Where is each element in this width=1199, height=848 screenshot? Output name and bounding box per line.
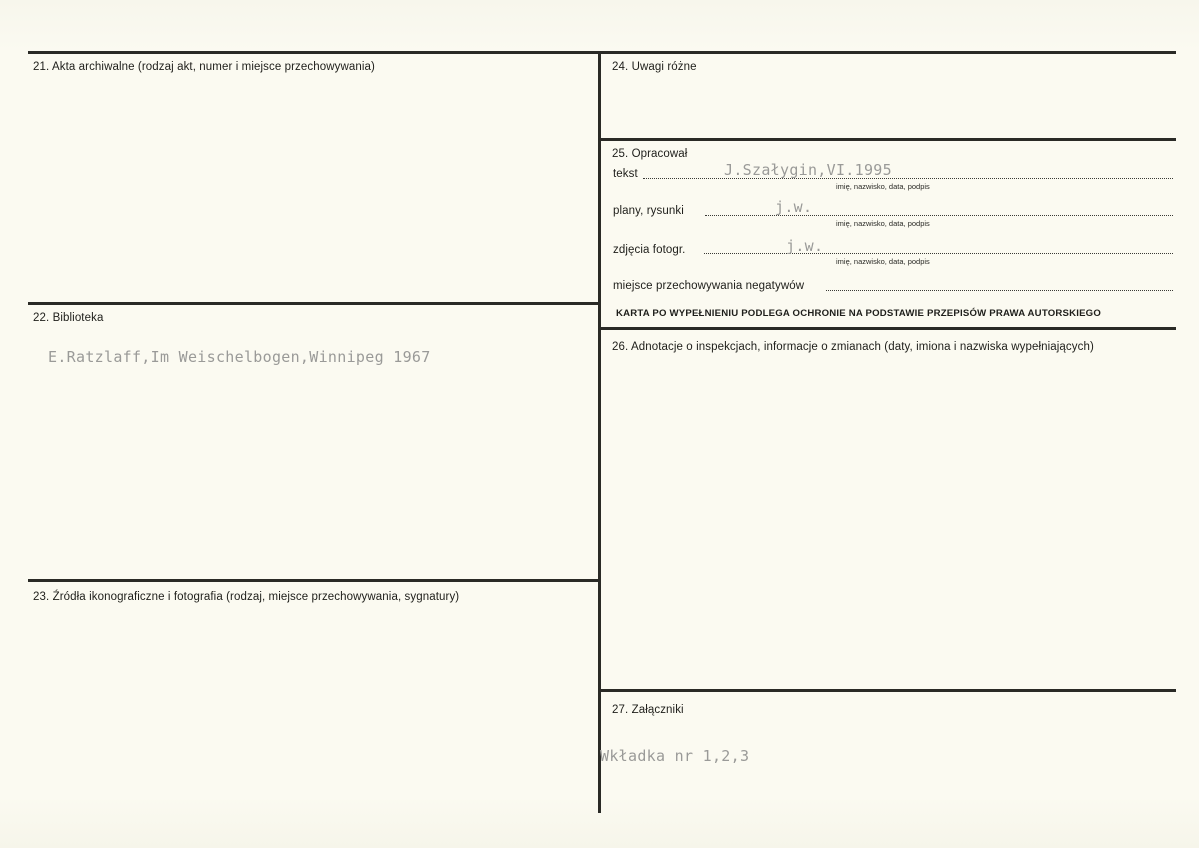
rule-21-22 [28,302,600,305]
prepared-text-label: tekst [613,168,638,180]
section-23-label: 23. Źródła ikonograficzne i fotografia (rodzaj, miejsce przechowywania, sygnatury) [33,591,460,603]
prepared-plans-value: j.w. [775,198,813,216]
top-rule [28,51,1176,54]
section-27-typed-entry: Wkładka nr 1,2,3 [600,747,750,765]
center-divider [598,51,601,813]
prepared-text-value: J.Szałygin,VI.1995 [724,161,892,179]
prepared-plans-label: plany, rysunki [613,205,684,217]
prepared-photos-line [704,253,1173,254]
negatives-storage-line [826,290,1173,291]
copyright-notice: KARTA PO WYPEŁNIENIU PODLEGA OCHRONIE NA PODSTAWIE PRZEPISÓW PRAWA AUTORSKIEGO [616,308,1102,319]
prepared-photos-label: zdjęcia fotogr. [613,244,686,256]
section-22-label: 22. Biblioteka [33,312,104,324]
section-26-label: 26. Adnotacje o inspekcjach, informacje o zmianach (daty, imiona i nazwiska wypełniających) [612,341,1094,353]
rule-25-26 [598,327,1176,330]
prepared-photos-hint: imię, nazwisko, data, podpis [836,257,930,266]
rule-22-23 [28,579,600,582]
section-21-label: 21. Akta archiwalne (rodzaj akt, numer i miejsce przechowywania) [33,61,375,73]
section-24-label: 24. Uwagi różne [612,61,697,73]
prepared-text-hint: imię, nazwisko, data, podpis [836,182,930,191]
section-25-label: 25. Opracował [612,148,688,160]
section-22-typed-entry: E.Ratzlaff,Im Weischelbogen,Winnipeg 1967 [48,348,431,366]
prepared-photos-value: j.w. [786,237,824,255]
prepared-plans-hint: imię, nazwisko, data, podpis [836,219,930,228]
rule-26-27 [598,689,1176,692]
negatives-storage-label: miejsce przechowywania negatywów [613,280,805,292]
prepared-text-line [643,178,1173,179]
section-27-label: 27. Załączniki [612,704,684,716]
rule-24-25 [598,138,1176,141]
